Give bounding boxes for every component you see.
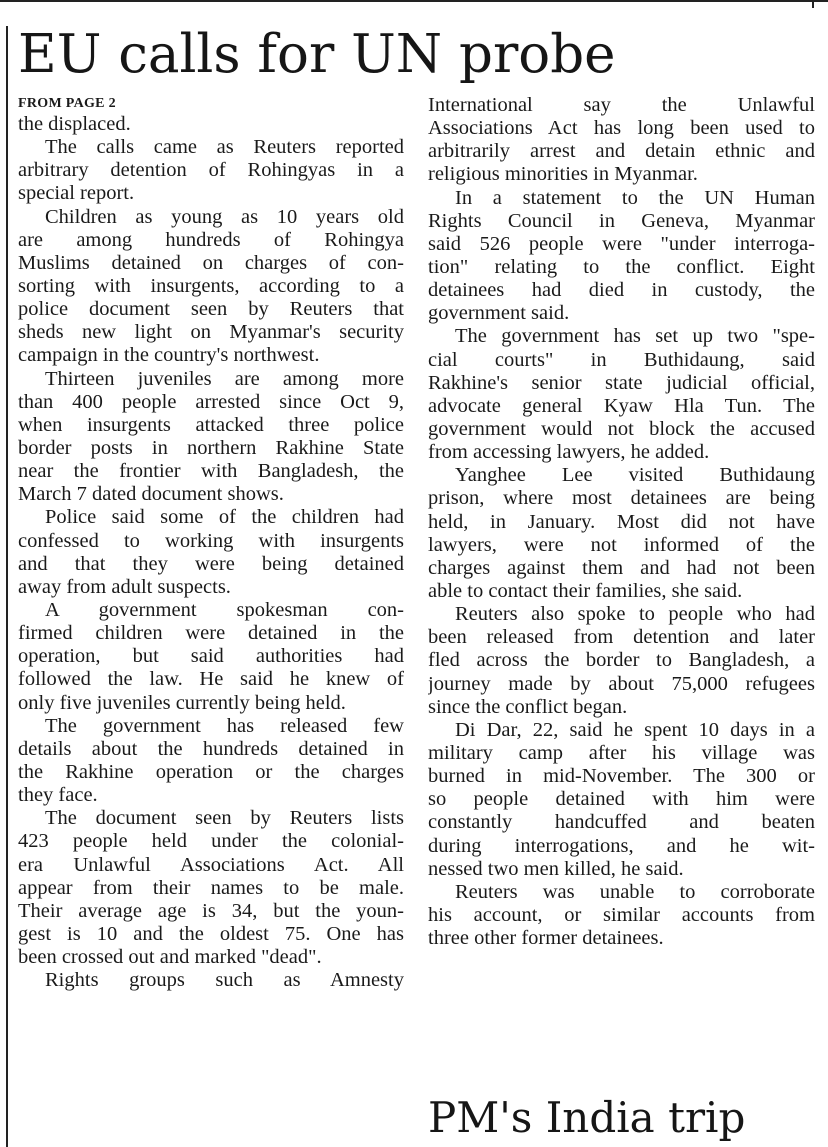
right-column-body (428, 94, 815, 950)
text-line: government would not block the accused (428, 417, 815, 440)
text-line: Thirteen juveniles are among more (45, 367, 404, 390)
next-article-headline: PM's India trip (428, 1093, 746, 1142)
text-line: journey made by about 75,000 refugees (428, 672, 815, 695)
text-line: are among hundreds of Rohingya (18, 228, 404, 251)
text-line: gest is 10 and the oldest 75. One has (18, 922, 404, 945)
text-line: special report. (18, 182, 135, 205)
text-line: Yanghee Lee visited Buthidaung (455, 464, 815, 487)
text-line: lawyers, were not informed of the (428, 533, 815, 556)
text-line: International say the Unlawful (428, 94, 815, 116)
text-line: appear from their names to be male. (18, 876, 404, 899)
text-line: sorting with insurgents, according to a (18, 274, 404, 297)
text-line: A government spokesman con- (45, 598, 404, 621)
left-column-body (18, 113, 404, 992)
text-line: been crossed out and marked "dead". (18, 946, 322, 969)
text-line: Rights groups such as Amnesty (45, 969, 404, 992)
left-border-rule (6, 26, 8, 1147)
text-line: Reuters also spoke to people who had (455, 603, 815, 626)
text-line: 423 people held under the colonial- (18, 830, 404, 853)
text-line: The government has released few (45, 714, 404, 737)
article-column-right (428, 94, 815, 950)
article-column-left (18, 94, 404, 992)
text-line: Police said some of the children had (45, 506, 404, 529)
text-line: In a statement to the UN Human (455, 186, 815, 209)
text-line: able to contact their families, she said. (428, 579, 743, 602)
text-line: details about the hundreds detained in (18, 737, 404, 760)
text-line: since the conflict began. (428, 695, 628, 718)
text-line: and that they were being detained (18, 552, 404, 575)
text-line: the displaced. (18, 113, 131, 135)
text-line: said 526 people were "under interroga- (428, 232, 815, 255)
text-line: than 400 people arrested since Oct 9, (18, 390, 404, 413)
text-line: cial courts" in Buthidaung, said (428, 348, 815, 371)
text-line: constantly handcuffed and beaten (428, 811, 815, 834)
text-line: they face. (18, 784, 98, 807)
text-line: arbitrarily arrest and detain ethnic and (428, 140, 815, 163)
text-line: prison, where most detainees are being (428, 487, 815, 510)
text-line: The calls came as Reuters reported (45, 136, 404, 159)
text-line: only five juveniles currently being held. (18, 691, 346, 714)
text-line: detainees had died in custody, the (428, 279, 815, 302)
text-line: arbitrary detention of Rohingyas in a (18, 159, 404, 182)
top-border-rule (0, 0, 828, 8)
text-line: advocate general Kyaw Hla Tun. The (428, 394, 815, 417)
text-line: Rakhine's senior state judicial official, (428, 371, 815, 394)
top-right-corner-rule (802, 0, 814, 8)
text-line: his account, or similar accounts from (428, 903, 815, 926)
text-line: March 7 dated document shows. (18, 483, 284, 506)
text-line: Children as young as 10 years old (45, 205, 404, 228)
text-line: when insurgents attacked three police (18, 413, 404, 436)
text-line: the Rakhine operation or the charges (18, 760, 404, 783)
text-line: firmed children were detained in the (18, 622, 404, 645)
text-line: during interrogations, and he wit- (428, 834, 815, 857)
text-line: Di Dar, 22, said he spent 10 days in a (455, 718, 815, 741)
text-line: religious minorities in Myanmar. (428, 163, 698, 186)
text-line: era Unlawful Associations Act. All (18, 853, 404, 876)
text-line: tion" relating to the conflict. Eight (428, 255, 815, 278)
text-line: sheds new light on Myanmar's security (18, 321, 404, 344)
text-line: operation, but said authorities had (18, 645, 404, 668)
text-line: near the frontier with Bangladesh, the (18, 460, 404, 483)
text-line: police document seen by Reuters that (18, 298, 404, 321)
text-line: military camp after his village was (428, 741, 815, 764)
text-line: Their average age is 34, but the youn- (18, 899, 404, 922)
text-line: charges against them and had not been (428, 556, 815, 579)
text-line: The government has set up two "spe- (455, 325, 815, 348)
text-line: government said. (428, 302, 570, 325)
text-line: campaign in the country's northwest. (18, 344, 320, 367)
text-line: burned in mid-November. The 300 or (428, 765, 815, 788)
text-line: border posts in northern Rakhine State (18, 436, 404, 459)
text-line: Reuters was unable to corroborate (455, 880, 815, 903)
text-line: The document seen by Reuters lists (45, 807, 404, 830)
text-line: followed the law. He said he knew of (18, 668, 404, 691)
text-line: so people detained with him were (428, 788, 815, 811)
text-line: Associations Act has long been used to (428, 117, 815, 140)
article-headline: EU calls for UN probe (18, 24, 616, 85)
text-line: Rights Council in Geneva, Myanmar (428, 209, 815, 232)
text-line: confessed to working with insurgents (18, 529, 404, 552)
jump-line-from-page: FROM PAGE 2 (18, 96, 116, 111)
text-line: held, in January. Most did not have (428, 510, 815, 533)
text-line: Muslims detained on charges of con- (18, 251, 404, 274)
text-line: nessed two men killed, he said. (428, 857, 684, 880)
text-line: from accessing lawyers, he added. (428, 441, 710, 464)
text-line: been released from detention and later (428, 626, 815, 649)
text-line: away from adult suspects. (18, 575, 231, 598)
text-line: fled across the border to Bangladesh, a (428, 649, 815, 672)
text-line: three other former detainees. (428, 927, 664, 950)
